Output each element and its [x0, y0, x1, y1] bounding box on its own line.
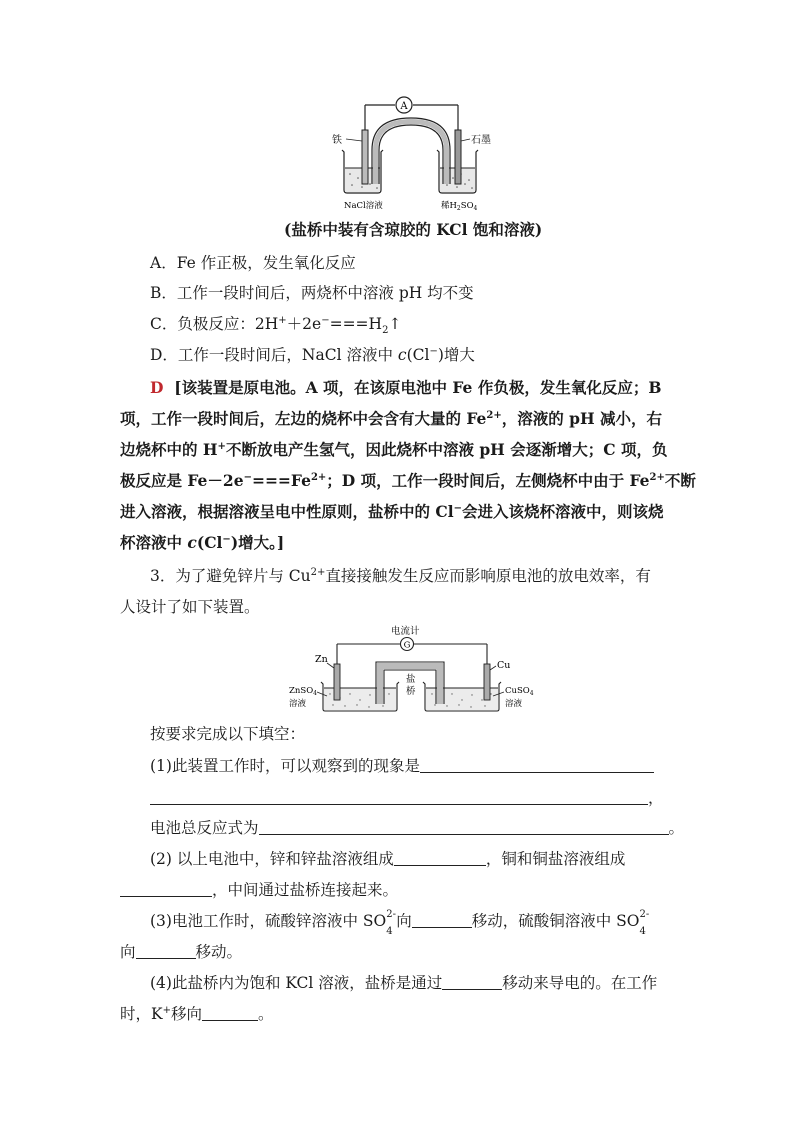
blank-1-phenomenon[interactable] [420, 756, 654, 773]
salt-bridge-label-2: 桥 [406, 686, 416, 697]
answer-line-1: D [该装置是原电池。A 项，在该原电池中 Fe 作负极，发生氧化反应；B [150, 378, 662, 397]
question-3-line-2: 人设计了如下装置。 [120, 598, 260, 616]
zinc-electrode [334, 664, 340, 700]
part-1-line-1: (1)此装置工作时，可以观察到的现象是 [150, 755, 654, 777]
option-d: D．工作一段时间后，NaCl 溶液中 c(Cl−)增大 [150, 345, 475, 364]
copper-electrode [484, 664, 490, 700]
znso4-label: ZnSO$_4$ [289, 686, 317, 697]
figure-1-diagram [320, 92, 500, 217]
cuso4-label-2: 溶液 [505, 699, 523, 709]
iron-label: 铁 [332, 135, 342, 146]
answer-line-6: 杯溶液中 c(Cl−)增大。] [120, 533, 285, 552]
figure-2-diagram [285, 622, 545, 717]
graphite-electrode [455, 130, 461, 184]
blank-4-k-direction[interactable] [202, 1004, 258, 1021]
blank-4-carrier[interactable] [442, 973, 502, 990]
part-3-line-1: (3)电池工作时，硫酸锌溶液中 SO 2- 4 向 移动，硫酸铜溶液中 SO 2- 4 [150, 909, 650, 937]
option-a: A．Fe 作正极，发生氧化反应 [150, 254, 356, 272]
salt-bridge-inner [379, 125, 443, 184]
galvanometer-label: G [403, 640, 411, 651]
h2so4-label: 稀$H_2SO_4$ [441, 201, 478, 212]
answer-line-5: 进入溶液，根据溶液呈电中性原则，盐桥中的 Cl−会进入该烧杯溶液中，则该烧 [120, 502, 664, 521]
salt-bridge-label-1: 盐 [406, 674, 416, 685]
blank-1-equation[interactable] [259, 818, 669, 835]
galvanometer-text: 电流计 [391, 626, 420, 637]
blank-2-zinc-half-cell[interactable] [394, 849, 486, 866]
part-2-line-1: (2) 以上电池中，锌和锌盐溶液组成 ，铜和铜盐溶液组成 [150, 850, 626, 868]
option-b: B．工作一段时间后，两烧杯中溶液 pH 均不变 [150, 284, 474, 302]
salt-bridge-fill [376, 122, 447, 185]
blank-3-zinc-sulfate[interactable] [412, 911, 472, 928]
part-1-line-3: 电池总反应式为 。 [150, 819, 685, 837]
part-2-line-2: ，中间通过盐桥连接起来。 [120, 879, 398, 901]
figure-1-caption: (盐桥中装有含琼胶的 KCl 饱和溶液) [284, 220, 543, 239]
fill-intro: 按要求完成以下填空： [150, 725, 306, 743]
part-3-line-2: 向 移动。 [120, 943, 243, 961]
answer-line-3: 边烧杯中的 H+不断放电产生氢气，因此烧杯中溶液 pH 会逐渐增大；C 项，负 [120, 440, 668, 459]
znso4-label-2: 溶液 [289, 699, 307, 709]
graphite-label: 石墨 [471, 135, 491, 146]
blank-1-phenomenon-cont[interactable] [150, 788, 648, 805]
part-1-line-2: ， [150, 787, 664, 809]
blank-3-copper-sulfate[interactable] [136, 942, 196, 959]
answer-line-4: 极反应是 $Fe-2e^-===Fe^{2+}$；D 项，工作一段时间后，左侧烧杯中由于 $Fe^{2+}$不断 [120, 471, 696, 490]
cuso4-label: CuSO$_4$ [505, 686, 534, 697]
answer-letter: D [150, 378, 164, 397]
cu-label: Cu [497, 660, 511, 671]
iron-electrode [362, 130, 368, 184]
part-4-line-2: 时，K+移向 。 [120, 1004, 274, 1023]
blank-2-copper-half-cell[interactable] [120, 880, 212, 897]
part-4-line-1: (4)此盐桥内为饱和 KCl 溶液，盐桥是通过 移动来导电的。在工作 [150, 974, 658, 992]
ammeter-label: A [400, 101, 408, 112]
nacl-label: NaCl溶液 [344, 201, 383, 211]
question-3-line-1: 3．为了避免锌片与 $Cu^{2+}$直接接触发生反应而影响原电池的放电效率，有 [150, 566, 651, 585]
option-c: C．负极反应：$2H^++2e^-===H_2↑$ [150, 314, 402, 337]
zn-label: Zn [315, 654, 328, 665]
answer-line-2: 项，工作一段时间后，左边的烧杯中会含有大量的 $Fe^{2+}$，溶液的 pH 减小，右 [120, 409, 663, 428]
